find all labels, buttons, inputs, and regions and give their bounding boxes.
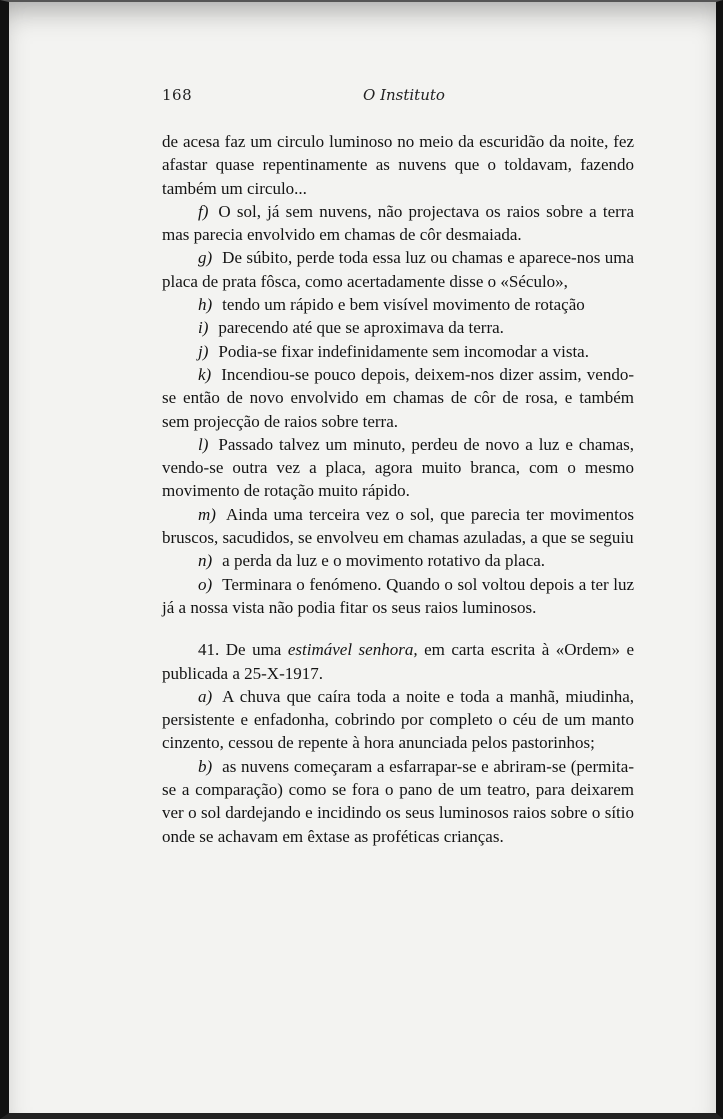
list-item-m bbox=[162, 503, 634, 550]
list-item-a bbox=[162, 685, 634, 755]
item-label: j) bbox=[198, 341, 209, 361]
list-item-f bbox=[162, 200, 634, 247]
item-text: Passado talvez um minuto, perdeu de novo a luz e chamas, vendo-se outra vez a placa, agora muito branca, com o mesmo movimento de rotação muito rápido. bbox=[162, 434, 634, 501]
section-intro-italic: estimável senhora, bbox=[287, 640, 418, 660]
section-41-heading bbox=[162, 638, 634, 685]
item-label: i) bbox=[198, 318, 209, 338]
list-item-j bbox=[162, 340, 634, 363]
item-text: De súbito, perde toda essa luz ou chamas e aparece-nos uma placa de prata fôsca, como acertadamente disse o «Século», bbox=[162, 248, 634, 291]
item-label: l) bbox=[198, 434, 209, 454]
list-item-n bbox=[162, 549, 634, 572]
item-text: O sol, já sem nuvens, não projectava os raios sobre a terra mas parecia envolvido em chamas de côr desmaiada. bbox=[162, 201, 634, 245]
page-header bbox=[152, 86, 632, 108]
item-label: o) bbox=[198, 574, 213, 594]
item-text: tendo um rápido e bem visível movimento de rotação bbox=[222, 295, 585, 315]
list-item-b bbox=[162, 755, 634, 848]
item-label: a) bbox=[198, 686, 213, 706]
list-item-o bbox=[162, 573, 634, 620]
page-number: 168 bbox=[162, 86, 193, 104]
item-label: n) bbox=[198, 551, 213, 571]
item-label: b) bbox=[198, 756, 213, 776]
section-intro-before: 41. De uma bbox=[198, 640, 282, 660]
item-text: as nuvens começaram a esfarrapar-se e abriram-se (permita-se a comparação) como se fora o pano de um teatro, para deixarem ver o sol dardejando e incidindo os seus luminosos raios sobre o sítio onde se achavam em êxtase as proféticas crianças. bbox=[162, 756, 634, 846]
body-text bbox=[162, 130, 634, 848]
list-item-h bbox=[162, 293, 634, 316]
item-text: Terminara o fenómeno. Quando o sol voltou depois a ter luz já a nossa vista não podia fitar os seus raios luminosos. bbox=[162, 574, 634, 617]
item-label: k) bbox=[198, 364, 212, 384]
section-intro-after: em carta escrita à «Ordem» e publicada a 25-X-1917. bbox=[162, 640, 635, 683]
item-text: Incendiou-se pouco depois, deixem-nos dizer assim, vendo-se então de novo envolvido em chamas de côr de rosa, e também sem projecção de raios sobre terra. bbox=[162, 364, 634, 431]
item-label: h) bbox=[198, 295, 213, 315]
list-item-k bbox=[162, 363, 634, 433]
item-text: A chuva que caíra toda a noite e toda a manhã, miudinha, persistente e enfadonha, cobrindo por completo o céu de um manto cinzento, cessou de repente à hora anunciada pelos pastorinhos; bbox=[162, 686, 634, 753]
item-text: a perda da luz e o movimento rotativo da placa. bbox=[222, 551, 546, 571]
item-label: g) bbox=[198, 248, 213, 268]
list-item-i bbox=[162, 316, 634, 339]
item-text: Podia-se fixar indefinidamente sem incomodar a vista. bbox=[218, 341, 589, 361]
paragraph-continuation bbox=[162, 130, 634, 200]
list-item-l bbox=[162, 433, 634, 503]
list-item-g bbox=[162, 246, 634, 293]
item-text: Ainda uma terceira vez o sol, que parecia ter movimentos bruscos, sacudidos, se envolveu em chamas azuladas, a que se seguiu bbox=[162, 504, 634, 548]
paragraph-text: de acesa faz um circulo luminoso no meio da escuridão da noite, fez afastar quase repentinamente as nuvens que o toldavam, fazendo também um circulo... bbox=[162, 132, 634, 198]
item-label: m) bbox=[198, 504, 216, 524]
item-text: parecendo até que se aproximava da terra. bbox=[218, 318, 504, 338]
item-label: f) bbox=[198, 201, 209, 221]
running-title: O Instituto bbox=[363, 86, 445, 104]
